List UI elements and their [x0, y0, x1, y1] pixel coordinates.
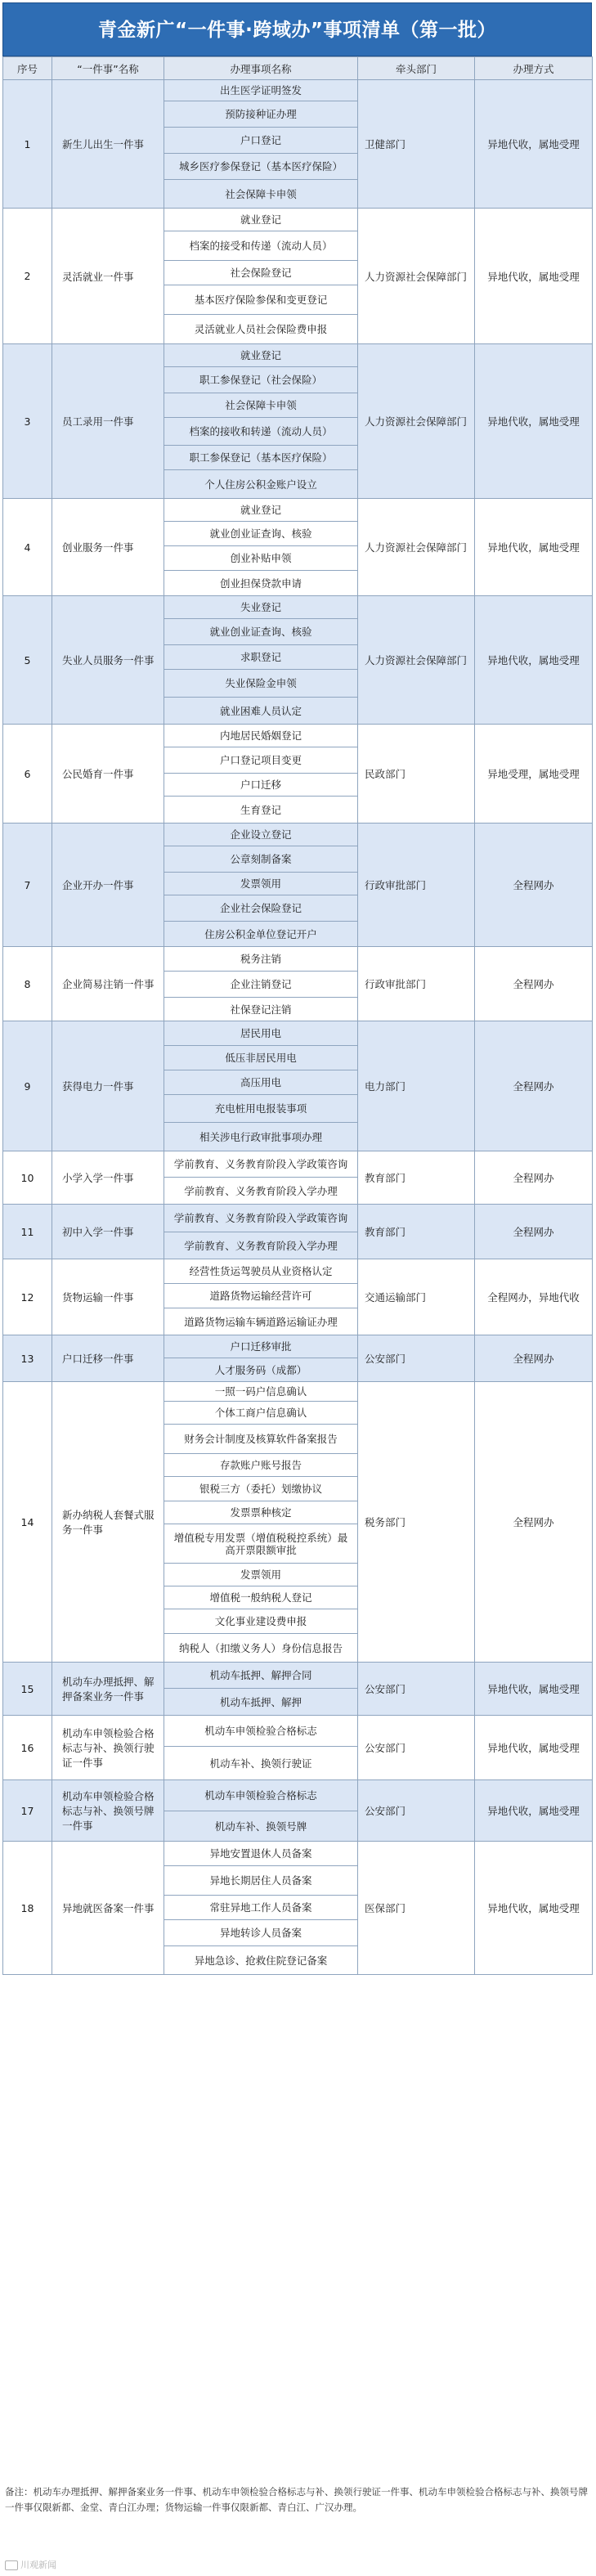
item-name: 创业担保贷款申请	[219, 577, 302, 590]
table-row	[3, 596, 593, 725]
item-name: 文化事业建设费申报	[164, 1609, 357, 1634]
item-name: 档案的接收和转递（流动人员）	[164, 418, 357, 446]
row-lead-dept: 人力资源社会保障部门	[358, 499, 475, 596]
header-name: “一件事”名称	[52, 57, 164, 80]
row-lead-dept: 电力部门	[358, 1021, 475, 1151]
row-handling-mode: 全程网办，异地代收	[475, 1259, 593, 1335]
row-items-cell	[164, 344, 358, 499]
item-name: 户口登记	[164, 128, 357, 154]
item-name: 公章刻制备案	[164, 846, 357, 873]
row-number: 5	[3, 596, 52, 725]
row-matter-name: 灵活就业一件事	[52, 209, 164, 344]
header-mode: 办理方式	[475, 57, 593, 80]
item-name: 低压非居民用电	[164, 1046, 357, 1070]
row-lead-dept: 公安部门	[358, 1335, 475, 1382]
header-no: 序号	[3, 57, 52, 80]
row-items-cell	[164, 824, 358, 947]
item-name: 异地急诊、抢救住院登记备案	[194, 1954, 328, 1967]
item-name: 充电桩用电报装事项	[164, 1095, 357, 1123]
row-lead-dept: 行政审批部门	[358, 824, 475, 947]
item-name: 社会保障卡申领	[225, 187, 297, 200]
row-lead-dept: 公安部门	[358, 1716, 475, 1780]
row-number: 11	[3, 1205, 52, 1259]
row-items-cell	[164, 1842, 358, 1975]
item-name: 生育登记	[240, 803, 281, 816]
row-matter-name: 货物运输一件事	[52, 1259, 164, 1335]
row-matter-name: 创业服务一件事	[52, 499, 164, 596]
item-name: 城乡医疗参保登记（基本医疗保险）	[164, 154, 357, 180]
item-name: 纳税人（扣缴义务人）身份信息报告	[178, 1641, 343, 1654]
item-name: 预防接种证办理	[164, 101, 357, 128]
item-name: 机动车申领检验合格标志	[164, 1716, 357, 1747]
item-name: 异地长期居住人员备案	[164, 1866, 357, 1896]
row-items-cell	[164, 596, 358, 725]
item-name: 银税三方（委托）划缴协议	[164, 1477, 357, 1501]
row-number: 8	[3, 947, 52, 1021]
item-name: 增值税一般纳税人登记	[164, 1586, 357, 1609]
row-lead-dept: 公安部门	[358, 1663, 475, 1716]
row-items-cell	[164, 1151, 358, 1205]
item-name: 常驻异地工作人员备案	[164, 1896, 357, 1920]
item-name: 经营性货运驾驶员从业资格认定	[164, 1259, 357, 1284]
row-matter-name: 企业简易注销一件事	[52, 947, 164, 1021]
document	[2, 2, 592, 1975]
item-name: 社会保险登记	[164, 261, 357, 285]
items-table	[2, 56, 593, 1975]
row-matter-name: 异地就医备案一件事	[52, 1842, 164, 1975]
row-number: 10	[3, 1151, 52, 1205]
table-row	[3, 1151, 593, 1205]
header-items: 办理事项名称	[164, 57, 358, 80]
row-items-cell	[164, 1780, 358, 1842]
item-name: 内地居民婚姻登记	[164, 725, 357, 747]
row-matter-name: 公民婚育一件事	[52, 725, 164, 824]
table-row	[3, 209, 593, 344]
item-name: 学前教育、义务教育阶段入学办理	[184, 1239, 338, 1252]
row-items-cell	[164, 1716, 358, 1780]
row-lead-dept: 人力资源社会保障部门	[358, 209, 475, 344]
row-handling-mode: 异地代收，属地受理	[475, 499, 593, 596]
row-matter-name: 机动车申领检验合格标志与补、换领号牌一件事	[52, 1780, 164, 1842]
item-name: 就业登记	[164, 209, 357, 231]
watermark-text: 川观新闻	[20, 2560, 56, 2570]
item-name: 创业补贴申领	[164, 546, 357, 571]
row-lead-dept: 卫健部门	[358, 80, 475, 209]
row-handling-mode: 全程网办	[475, 824, 593, 947]
row-matter-name: 员工录用一件事	[52, 344, 164, 499]
item-name: 学前教育、义务教育阶段入学政策咨询	[164, 1205, 357, 1232]
item-name: 发票领用	[164, 1564, 357, 1586]
item-name: 就业登记	[164, 344, 357, 367]
row-lead-dept: 人力资源社会保障部门	[358, 344, 475, 499]
item-name: 异地安置退休人员备案	[164, 1842, 357, 1866]
row-items-cell	[164, 209, 358, 344]
item-name: 高压用电	[164, 1070, 357, 1095]
item-name: 道路货物运输车辆道路运输证办理	[184, 1315, 338, 1328]
item-name: 发票票种核定	[164, 1501, 357, 1524]
table-row	[3, 824, 593, 947]
table-header-row	[3, 57, 593, 80]
item-name: 机动车抵押、解押	[219, 1695, 302, 1708]
table-row	[3, 1259, 593, 1335]
row-handling-mode: 全程网办	[475, 1021, 593, 1151]
row-matter-name: 获得电力一件事	[52, 1021, 164, 1151]
row-handling-mode: 全程网办	[475, 1382, 593, 1663]
item-name: 户口迁移审批	[164, 1335, 357, 1358]
footnote: 备注：机动车办理抵押、解押备案业务一件事、机动车申领检验合格标志与补、换领行驶证一件事、机动车申领检验合格标志与补、换领号牌一件事仅限新都、金堂、青白江办理；货物运输一件事仅限新都、青白江、广汉办理。	[5, 2486, 588, 2513]
row-handling-mode: 异地代收，属地受理	[475, 1663, 593, 1716]
item-name: 个体工商户信息确认	[164, 1402, 357, 1425]
item-name: 灵活就业人员社会保险费申报	[194, 323, 328, 335]
row-matter-name: 企业开办一件事	[52, 824, 164, 947]
item-name: 基本医疗保险参保和变更登记	[164, 285, 357, 315]
row-lead-dept: 公安部门	[358, 1780, 475, 1842]
item-name: 就业困难人员认定	[219, 704, 302, 717]
row-number: 2	[3, 209, 52, 344]
row-items-cell	[164, 1663, 358, 1716]
row-items-cell	[164, 725, 358, 824]
table-row	[3, 80, 593, 209]
item-name: 异地转诊人员备案	[164, 1920, 357, 1946]
header-dept: 牵头部门	[358, 57, 475, 80]
row-handling-mode: 异地受理，属地受理	[475, 725, 593, 824]
row-number: 9	[3, 1021, 52, 1151]
row-matter-name: 初中入学一件事	[52, 1205, 164, 1259]
row-matter-name: 机动车申领检验合格标志与补、换领行驶证一件事	[52, 1716, 164, 1780]
item-name: 人才服务码（成都）	[214, 1363, 307, 1376]
item-name: 档案的接受和传递（流动人员）	[164, 231, 357, 261]
row-number: 12	[3, 1259, 52, 1335]
item-name: 发票领用	[164, 873, 357, 895]
table-row	[3, 1663, 593, 1716]
item-name: 户口登记项目变更	[164, 747, 357, 774]
item-name: 就业创业证查询、核验	[164, 619, 357, 645]
row-items-cell	[164, 947, 358, 1021]
item-name: 职工参保登记（社会保险）	[164, 367, 357, 393]
row-items-cell	[164, 1335, 358, 1382]
row-lead-dept: 人力资源社会保障部门	[358, 596, 475, 725]
row-matter-name: 新生儿出生一件事	[52, 80, 164, 209]
table-row	[3, 1205, 593, 1259]
row-items-cell	[164, 1382, 358, 1663]
row-number: 16	[3, 1716, 52, 1780]
item-name: 机动车申领检验合格标志	[164, 1780, 357, 1811]
row-matter-name: 小学入学一件事	[52, 1151, 164, 1205]
row-matter-name: 机动车办理抵押、解押备案业务一件事	[52, 1663, 164, 1716]
row-handling-mode: 全程网办	[475, 1335, 593, 1382]
row-lead-dept: 教育部门	[358, 1205, 475, 1259]
item-name: 机动车补、换领行驶证	[209, 1757, 312, 1770]
row-number: 14	[3, 1382, 52, 1663]
table-row	[3, 1842, 593, 1975]
row-handling-mode: 全程网办	[475, 947, 593, 1021]
item-name: 企业社会保险登记	[164, 895, 357, 922]
row-handling-mode: 异地代收，属地受理	[475, 209, 593, 344]
table-row	[3, 1716, 593, 1780]
row-lead-dept: 教育部门	[358, 1151, 475, 1205]
item-name: 道路货物运输经营许可	[164, 1284, 357, 1308]
document-title: 青金新广“一件事·跨域办”事项清单（第一批）	[2, 2, 592, 56]
table-body	[3, 80, 593, 1975]
item-name: 住房公积金单位登记开户	[204, 927, 317, 940]
row-matter-name: 新办纳税人套餐式服务一件事	[52, 1382, 164, 1663]
table-row	[3, 1382, 593, 1663]
item-name: 税务注销	[164, 947, 357, 972]
table-row	[3, 725, 593, 824]
watermark	[5, 2558, 56, 2571]
row-lead-dept: 民政部门	[358, 725, 475, 824]
row-items-cell	[164, 1021, 358, 1151]
row-number: 3	[3, 344, 52, 499]
row-items-cell	[164, 1205, 358, 1259]
item-name: 失业保险金申领	[164, 670, 357, 698]
row-items-cell	[164, 80, 358, 209]
item-name: 一照一码户信息确认	[164, 1382, 357, 1402]
row-items-cell	[164, 499, 358, 596]
item-name: 存款账户账号报告	[164, 1454, 357, 1477]
row-lead-dept: 行政审批部门	[358, 947, 475, 1021]
table-row	[3, 344, 593, 499]
row-handling-mode: 全程网办	[475, 1151, 593, 1205]
row-handling-mode: 异地代收，属地受理	[475, 1780, 593, 1842]
item-name: 社会保障卡申领	[164, 393, 357, 418]
item-name: 失业登记	[164, 596, 357, 619]
item-name: 学前教育、义务教育阶段入学政策咨询	[164, 1151, 357, 1178]
item-name: 职工参保登记（基本医疗保险）	[164, 446, 357, 470]
row-lead-dept: 交通运输部门	[358, 1259, 475, 1335]
item-name: 社保登记注销	[230, 1003, 292, 1016]
item-name: 出生医学证明签发	[164, 80, 357, 101]
row-handling-mode: 异地代收，属地受理	[475, 1842, 593, 1975]
row-number: 15	[3, 1663, 52, 1716]
item-name: 相关涉电行政审批事项办理	[199, 1130, 322, 1143]
watermark-logo-icon	[5, 2560, 18, 2570]
row-number: 13	[3, 1335, 52, 1382]
row-lead-dept: 税务部门	[358, 1382, 475, 1663]
row-number: 7	[3, 824, 52, 947]
item-name: 就业创业证查询、核验	[164, 522, 357, 546]
item-name: 财务会计制度及核算软件备案报告	[164, 1425, 357, 1454]
item-name: 机动车抵押、解押合同	[164, 1663, 357, 1689]
row-number: 17	[3, 1780, 52, 1842]
row-handling-mode: 异地代收，属地受理	[475, 596, 593, 725]
item-name: 企业注销登记	[164, 972, 357, 998]
row-handling-mode: 异地代收，属地受理	[475, 80, 593, 209]
row-lead-dept: 医保部门	[358, 1842, 475, 1975]
row-items-cell	[164, 1259, 358, 1335]
row-handling-mode: 异地代收，属地受理	[475, 344, 593, 499]
row-number: 4	[3, 499, 52, 596]
item-name: 学前教育、义务教育阶段入学办理	[184, 1184, 338, 1197]
item-name: 企业设立登记	[164, 824, 357, 846]
row-matter-name: 户口迁移一件事	[52, 1335, 164, 1382]
table-row	[3, 1021, 593, 1151]
item-name: 个人住房公积金账户设立	[204, 478, 317, 491]
row-number: 6	[3, 725, 52, 824]
row-handling-mode: 异地代收，属地受理	[475, 1716, 593, 1780]
row-handling-mode: 全程网办	[475, 1205, 593, 1259]
row-number: 18	[3, 1842, 52, 1975]
table-row	[3, 499, 593, 596]
item-name: 就业登记	[164, 499, 357, 522]
row-matter-name: 失业人员服务一件事	[52, 596, 164, 725]
item-name: 求职登记	[164, 645, 357, 670]
item-name: 机动车补、换领号牌	[214, 1820, 307, 1833]
item-name: 增值税专用发票（增值税税控系统）最高开票限额审批	[164, 1524, 357, 1564]
item-name: 居民用电	[164, 1021, 357, 1046]
table-row	[3, 1335, 593, 1382]
table-row	[3, 947, 593, 1021]
item-name: 户口迁移	[164, 774, 357, 797]
row-number: 1	[3, 80, 52, 209]
table-row	[3, 1780, 593, 1842]
